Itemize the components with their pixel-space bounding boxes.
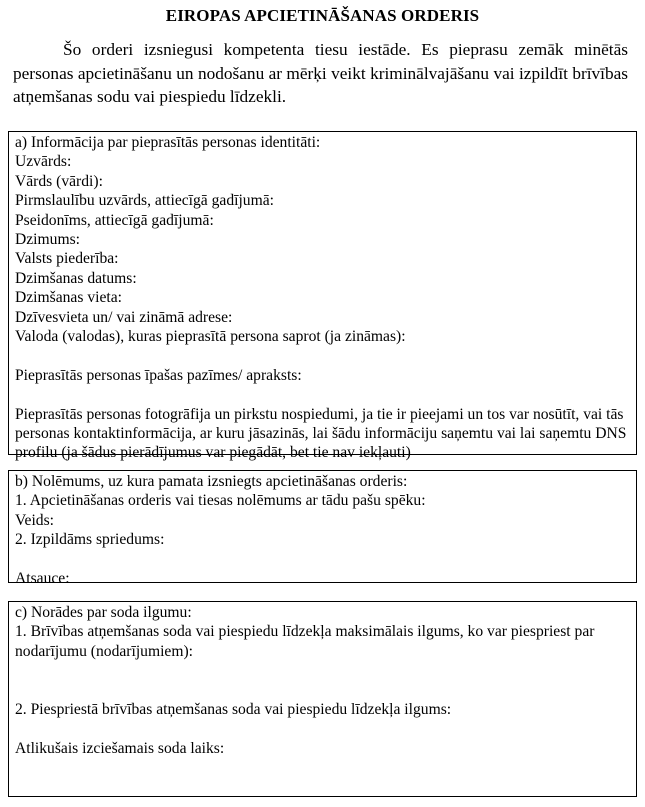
field-type: Veids: (15, 511, 54, 529)
spacer (15, 550, 636, 569)
field-surname: Uzvārds: (15, 153, 72, 171)
field-date-of-birth: Dzimšanas datums: (15, 269, 137, 287)
spacer (15, 385, 636, 404)
spacer (15, 719, 636, 738)
field-enforceable-judgment: 2. Izpildāms spriedums: (15, 531, 165, 549)
field-nationality: Valsts piederība: (15, 250, 119, 268)
spacer (15, 346, 636, 365)
field-photo-fingerprints: Pieprasītās personas fotogrāfija un pirkstu nospiedumi, ja tie ir pieejami un tos var nosūtīt, vai tās personas kontaktinformācija, ar kuru jāsazinās, lai šādu informāciju saņemtu vai lai saņemtu DNS profilu (ja šādus pierādījumus var piegādāt, bet tie nav iekļauti) (15, 405, 627, 462)
intro-paragraph (13, 38, 628, 109)
field-imposed-length: 2. Piespriestā brīvības atņemšanas soda vai piespiedu līdzekļa ilgums: (15, 701, 452, 719)
section-b-heading: b) Nolēmums, uz kura pamata izsniegts apcietināšanas orderis: (15, 473, 408, 490)
field-max-length: 1. Brīvības atņemšanas soda vai piespiedu līdzekļa maksimālais ilgums, ko var piespriest par nodarījumu (nodarījumiem): (15, 623, 595, 660)
section-c-heading: c) Norādes par soda ilgumu: (15, 604, 192, 621)
field-languages: Valoda (valodas), kuras pieprasītā persona saprot (ja zināmas): (15, 328, 406, 346)
section-a-identity (8, 131, 637, 462)
field-residence: Dzīvesvieta un/ vai zināmā adrese: (15, 308, 233, 326)
field-remaining-sentence: Atlikušais izciešamais soda laiks: (15, 739, 225, 757)
section-c-sentence (8, 601, 637, 797)
section-b-decision (8, 470, 637, 588)
section-a-heading: a) Informācija par pieprasītās personas identitāti: (15, 134, 321, 151)
field-aliases: Pseidonīms, attiecīgā gadījumā: (15, 211, 214, 229)
field-sex: Dzimums: (15, 231, 80, 249)
page-title: EIROPAS APCIETINĀŠANAS ORDERIS (165, 6, 480, 25)
field-arrest-warrant: 1. Apcietināšanas orderis vai tiesas nolēmums ar tādu pašu spēku: (15, 492, 426, 510)
spacer (15, 661, 636, 700)
field-place-of-birth: Dzimšanas vieta: (15, 289, 122, 307)
field-forenames: Vārds (vārdi): (15, 172, 103, 190)
field-reference: Atsauce: (15, 570, 70, 588)
field-maiden-name: Pirmslaulību uzvārds, attiecīgā gadījumā: (15, 192, 274, 210)
field-features: Pieprasītās personas īpašas pazīmes/ apraksts: (15, 366, 302, 384)
intro-text: Šo orderi izsniegusi kompetenta tiesu iestāde. Es pieprasu zemāk minētās personas apcietināšanu un nodošanu ar mērķi veikt kriminālvajāšanu vai izpildīt brīvības atņemšanas sodu vai piespiedu līdzekli. (13, 40, 628, 106)
